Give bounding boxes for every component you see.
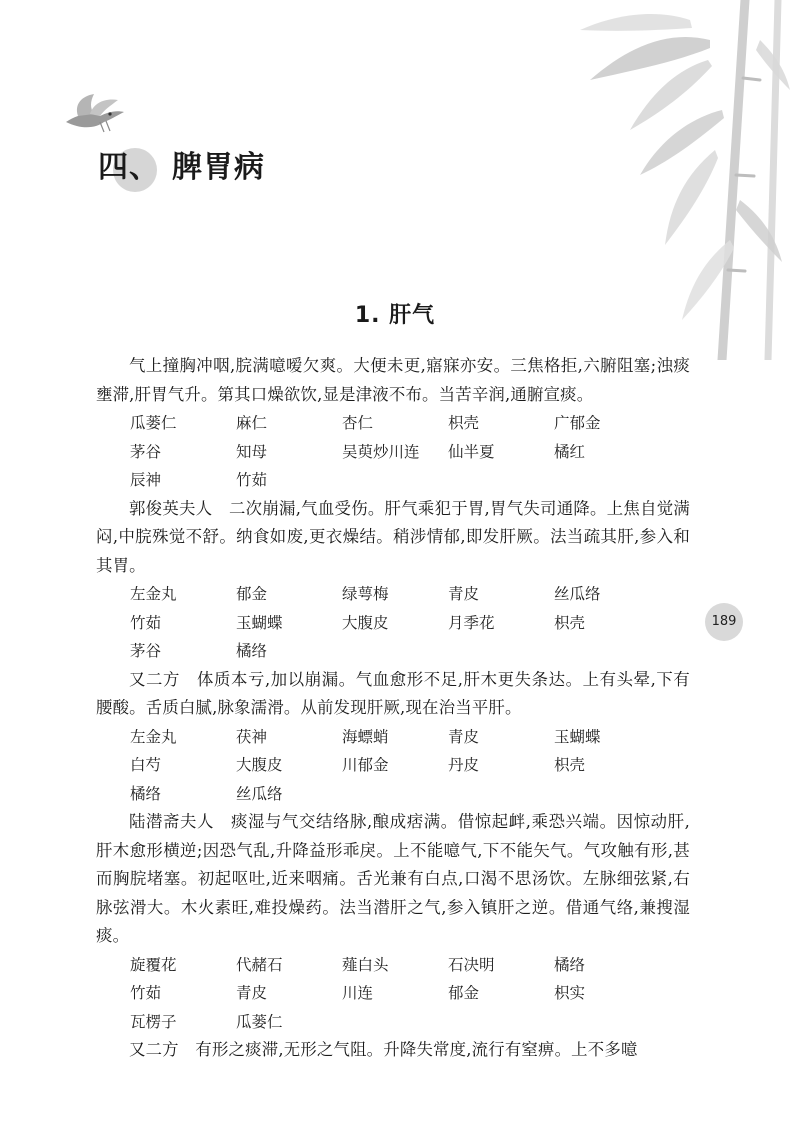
herb-item: 郁金	[236, 585, 268, 603]
herb-item: 茅谷	[130, 642, 162, 660]
paragraph: 郭俊英夫人 二次崩漏,气血受伤。肝气乘犯于胃,胃气失司通降。上焦自觉满闷,中脘殊觉不舒。纳食如废,更衣燥结。稍涉情郁,即发肝厥。法当疏其肝,参入和其胃。	[96, 498, 690, 575]
page-number: 189	[705, 603, 743, 641]
herb-item: 旋覆花	[130, 955, 177, 974]
herb-item: 瓜蒌仁	[236, 1012, 283, 1031]
herb-item: 丝瓜络	[236, 784, 283, 803]
herb-item: 青皮	[448, 585, 480, 603]
herb-item: 橘络	[236, 642, 268, 660]
herb-item: 仙半夏	[448, 442, 495, 461]
herb-item: 白芍	[130, 756, 162, 774]
paragraph: 气上撞胸冲咽,脘满噫嗳欠爽。大便未更,寤寐亦安。三焦格拒,六腑阻塞;浊痰壅滞,肝胃气升。第其口燥欲饮,显是津液不布。当苦辛润,通腑宣痰。	[96, 356, 690, 404]
herb-item: 杏仁	[342, 414, 374, 432]
herb-item: 左金丸	[130, 585, 177, 603]
herb-item: 瓦楞子	[130, 1012, 177, 1031]
chapter-heading	[98, 142, 265, 186]
herb-item: 枳壳	[448, 414, 480, 432]
herb-item: 茅谷	[130, 442, 162, 461]
herb-item: 辰神	[130, 471, 162, 489]
herb-item: 石决明	[448, 955, 495, 974]
herb-item: 枳壳	[554, 756, 586, 774]
herb-item: 丝瓜络	[554, 585, 601, 603]
herb-item: 橘络	[130, 784, 162, 803]
chapter-title: 脾胃病	[172, 150, 265, 185]
herb-item: 竹茹	[130, 613, 162, 632]
herb-item: 大腹皮	[236, 756, 283, 774]
herb-item: 竹茹	[236, 471, 268, 489]
herb-item: 玉蝴蝶	[236, 613, 283, 632]
herb-item: 川郁金	[342, 756, 389, 774]
herb-list	[96, 951, 690, 1037]
herb-item: 海螵蛸	[342, 727, 389, 746]
herb-item: 玉蝴蝶	[554, 727, 601, 746]
herb-item: 大腹皮	[342, 613, 389, 632]
paragraph: 又二方 有形之痰滞,无形之气阻。升降失常度,流行有窒痹。上不多噫	[129, 1040, 638, 1059]
herb-item: 代赭石	[236, 955, 283, 974]
paragraph: 又二方 体质本亏,加以崩漏。气血愈形不足,肝木更失条达。上有头晕,下有腰酸。舌质白腻,脉象濡滑。从前发现肝厥,现在治当平肝。	[96, 669, 690, 717]
herb-list	[96, 580, 690, 666]
herb-item: 麻仁	[236, 414, 268, 432]
section-title: 1. 肝气	[354, 303, 436, 328]
herb-item: 知母	[236, 442, 268, 461]
herb-list	[96, 723, 690, 809]
herb-item: 薤白头	[342, 955, 389, 974]
herb-list	[96, 409, 690, 495]
herb-item: 茯神	[236, 727, 268, 746]
herb-item: 绿萼梅	[342, 585, 389, 603]
herb-item: 川连	[342, 984, 374, 1002]
herb-item: 枳壳	[554, 613, 586, 632]
herb-item: 橘络	[554, 955, 586, 974]
herb-item: 青皮	[236, 984, 268, 1002]
herb-item: 吴萸炒川连	[342, 442, 420, 461]
herb-item: 瓜蒌仁	[130, 414, 177, 432]
herb-item: 月季花	[448, 613, 495, 632]
bird-illustration	[60, 92, 130, 138]
herb-item: 橘红	[554, 442, 586, 461]
body-text	[96, 352, 690, 1065]
chapter-number: 四、	[98, 150, 160, 185]
paragraph: 陆潜斋夫人 痰湿与气交结络脉,酿成痞满。借惊起衅,乘恐兴端。因惊动肝,肝木愈形横逆;因恐气乱,升降益形乖戾。上不能噫气,下不能矢气。气攻触有形,甚而胸脘堵塞。初起呕吐,近来咽痛。舌光兼有白点,口渴不思汤饮。左脉细弦紧,右脉弦滑大。木火素旺,难投燥药。法当潜肝之气,参入镇肝之逆。借通气络,兼搜湿痰。	[96, 812, 690, 945]
herb-item: 丹皮	[448, 756, 480, 774]
herb-item: 郁金	[448, 984, 480, 1002]
herb-item: 广郁金	[554, 414, 601, 432]
herb-item: 左金丸	[130, 727, 177, 746]
herb-item: 竹茹	[130, 984, 162, 1002]
herb-item: 青皮	[448, 727, 480, 746]
herb-item: 枳实	[554, 984, 586, 1002]
